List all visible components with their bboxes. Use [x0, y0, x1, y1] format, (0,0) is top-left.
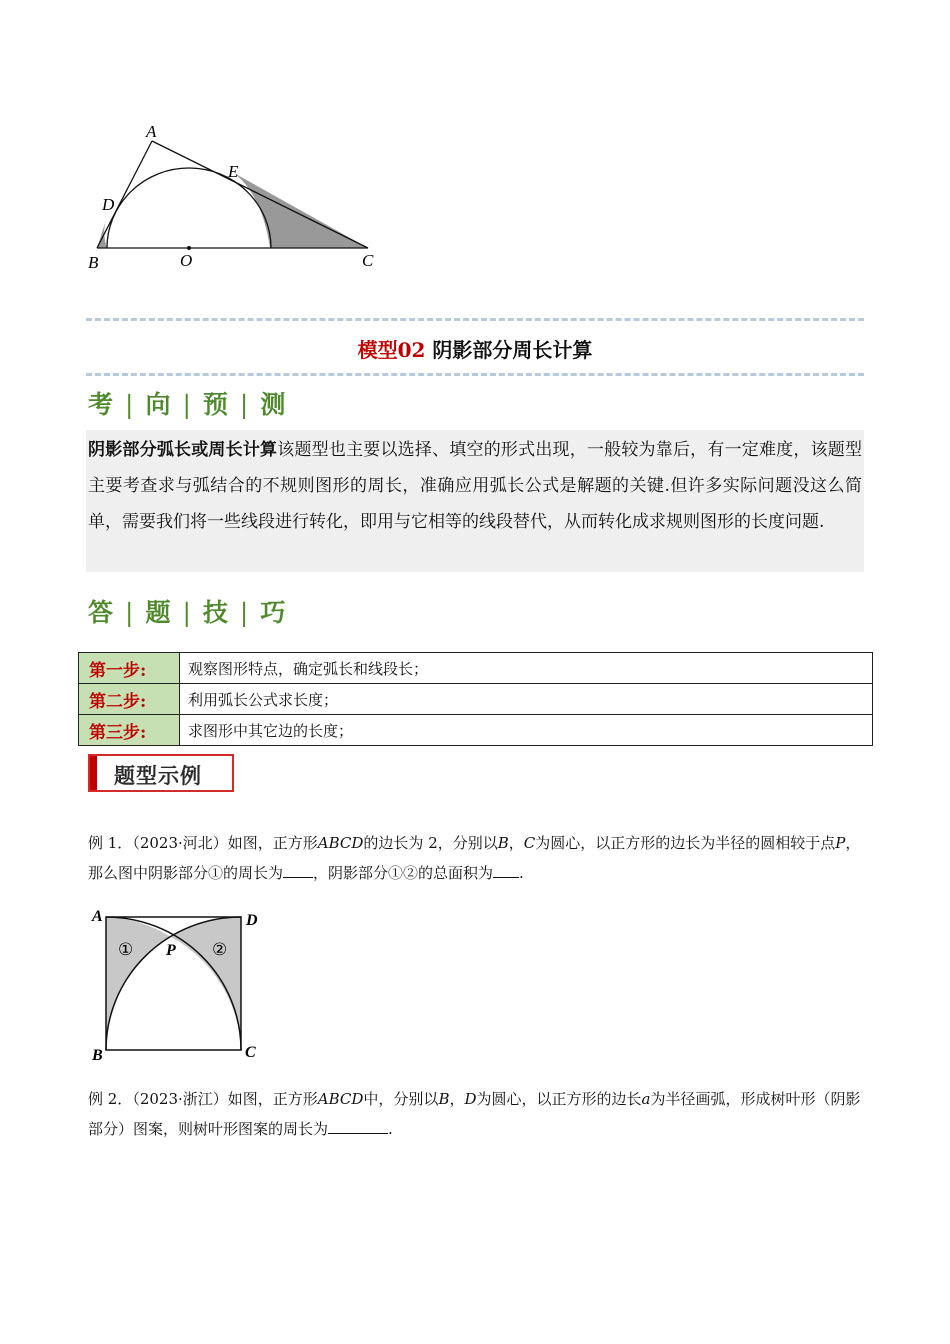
badge-stripe — [90, 756, 97, 790]
label-D: D — [102, 195, 115, 214]
step-value: 求图形中其它边的长度； — [180, 715, 873, 746]
table-row — [79, 684, 873, 715]
model-number: 模型02 — [357, 338, 426, 362]
shaded-region-right — [234, 173, 368, 248]
example-1: 例 1．（2023·河北）如图，正方形ABCD的边长为 2，分别以B，C为圆心，以正方形的边长为半径的圆相较于点P，那么图中阴影部分①的周长为 ，阴影部分①②的总面积为 . — [88, 834, 861, 882]
model-title — [0, 334, 950, 363]
shaded-region-2 — [171, 917, 241, 1050]
badge-text: 题型示例 — [114, 764, 202, 788]
answer-blank-3[interactable] — [328, 1117, 388, 1134]
label-region-1: ① — [118, 940, 134, 959]
table-row — [79, 715, 873, 746]
shaded-region-1 — [106, 917, 171, 1050]
label-A: A — [146, 122, 157, 141]
example-1-label: 例 1． — [88, 834, 133, 852]
separator-bottom — [86, 373, 864, 376]
steps-table — [78, 652, 873, 746]
figure-triangle-semicircle — [80, 115, 390, 280]
forecast-body: 该题型也主要以选择、填空的形式出现，一般较为靠后，有一定难度，该题型主要考查求与弧结合的不规则图形的周长，准确应用弧长公式是解题的关键.但许多实际问题没这么简单，需要我们将一些线段进行转化，即用与它相等的线段替代，从而转化成求规则图形的长度问题. — [88, 440, 862, 532]
step-value: 观察图形特点，确定弧长和线段长； — [180, 653, 873, 684]
forecast-paragraph — [88, 432, 862, 540]
step-key: 第三步: — [79, 715, 180, 746]
step-key: 第二步: — [79, 684, 180, 715]
separator-top — [86, 318, 864, 321]
label-A: A — [92, 908, 103, 925]
label-B: B — [92, 1047, 103, 1064]
label-O: O — [180, 251, 193, 270]
table-row — [79, 653, 873, 684]
forecast-heading: 考 | 向 | 预 | 测 — [88, 390, 288, 419]
answer-blank-2[interactable] — [493, 861, 519, 878]
example-2-label: 例 2． — [88, 1090, 133, 1108]
label-E: E — [228, 162, 239, 181]
forecast-lead: 阴影部分弧长或周长计算 — [88, 440, 278, 460]
example-badge — [88, 754, 234, 792]
model-name: 阴影部分周长计算 — [432, 338, 593, 362]
label-B: B — [88, 253, 99, 272]
label-C: C — [362, 251, 374, 270]
label-P: P — [166, 942, 176, 959]
step-key: 第一步: — [79, 653, 180, 684]
example-2: 例 2．（2023·浙江）如图，正方形ABCD中，分别以B，D为圆心，以正方形的边长a为半径画弧，形成树叶形（阴影部分）图案，则树叶形图案的周长为 . — [88, 1090, 861, 1138]
label-C: C — [245, 1044, 256, 1061]
label-region-2: ② — [212, 940, 228, 959]
skills-heading: 答 | 题 | 技 | 巧 — [88, 598, 288, 627]
step-value: 利用弧长公式求长度； — [180, 684, 873, 715]
label-D: D — [246, 912, 258, 929]
figure-square-arcs — [88, 905, 268, 1065]
answer-blank-1[interactable] — [283, 861, 313, 878]
